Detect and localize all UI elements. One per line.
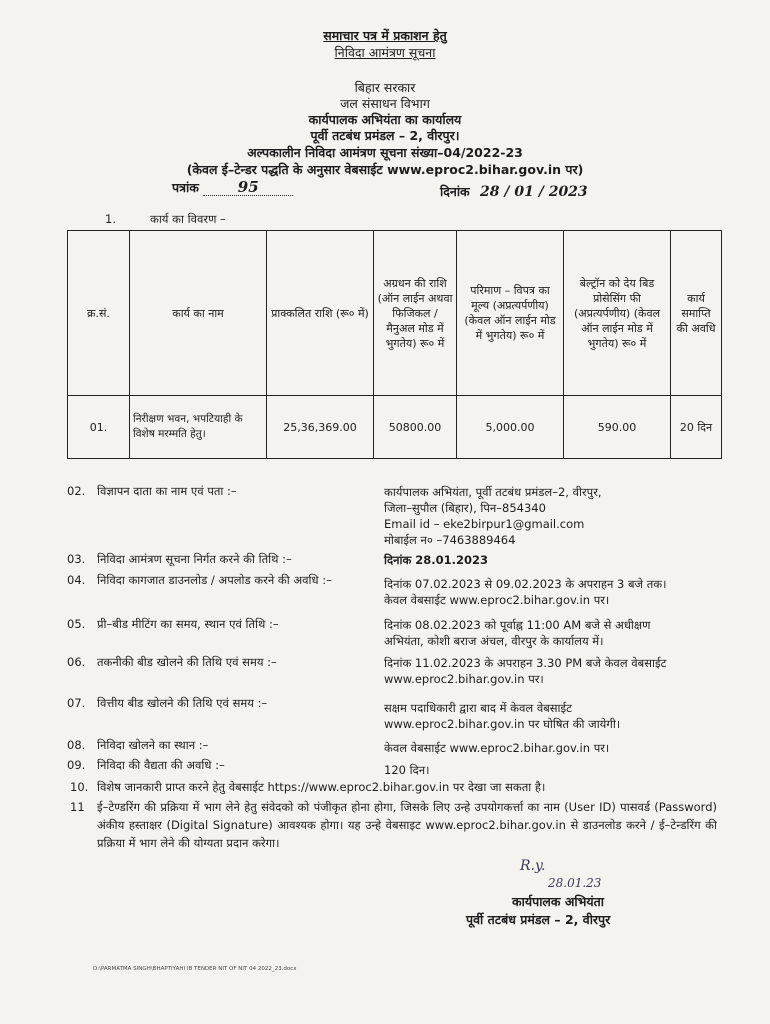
item-11-text: ई–टेण्डरिंग की प्रक्रिया में भाग लेने हेतु संवेदको को पंजीकृत होना होगा, जिसके लिए उन्हे उपयोगकर्त्ता का नाम (User ID) पासवर्ड (Password) अंकीय हस्ताक्षर (Digital Signature) आवश्यक होगा। यह उन्हे वेबसाइट www.eproc2.bihar.gov.in से डाउनलोड करने / ई–टेन्डरिंग की प्रक्रिया में भाग लेने की योग्यता प्रदान करेगा। xyxy=(97,800,717,850)
cell-estimate: 25,36,369.00 xyxy=(267,396,374,459)
value-line: अभियंता, कोशी बराज अंचल, वीरपुर के कार्यालय में। xyxy=(384,634,604,648)
issue-date-label: दिनांक xyxy=(440,184,470,199)
etender-mode-note: (केवल ई–टेन्डर पद्धति के अनुसार वेबसाईट www.eproc2.bihar.gov.in पर) xyxy=(186,162,584,177)
header-emd: अग्रधन की राशि (ऑन लाईन अथवा फिजिकल / मैनुअल मोड में भुगतेय) रू० में xyxy=(374,231,457,396)
section-label: कार्य का विवरण – xyxy=(150,212,226,226)
issue-date-value: 28 / 01 / 2023 xyxy=(480,184,588,200)
works-table xyxy=(67,230,722,459)
notice-number: अल्पकालीन निविदा आमंत्रण सूचना संख्या–04/2022-23 xyxy=(247,145,523,160)
table-row xyxy=(68,396,722,459)
patrank-label: पत्रांक xyxy=(172,180,199,195)
header-bov: परिमाण – विपत्र का मूल्य (अप्रत्यर्पणीय) (केवल ऑन लाईन मोड में भुगतेय) रू० में xyxy=(457,231,564,396)
item-10-text: विशेष जानकारी प्राप्त करने हेतु वेबसाईट https://www.eproc2.bihar.gov.in पर देखा जा सकता है। xyxy=(97,780,546,794)
signature-date: 28.01.23 xyxy=(548,876,602,890)
item-03-label: निविदा आमंत्रण सूचना निर्गत करने की तिथि :– xyxy=(97,552,292,566)
contact-mobile: मोबाईल न० –7463889464 xyxy=(384,533,516,547)
value-line: दिनांक 11.02.2023 के अपराहन 3.30 PM बजे केवल वेबसाईट xyxy=(384,656,667,670)
section-number: 1. xyxy=(105,212,116,226)
notice-heading: निविदा आमंत्रण सूचना xyxy=(334,45,436,60)
item-04-number: 04. xyxy=(67,573,86,587)
signatory-division: पूर्वी तटबंध प्रमंडल – 2, वीरपुर xyxy=(466,912,611,927)
item-06-label: तकनीकी बीड खोलने की तिथि एवं समय :– xyxy=(97,655,277,669)
item-06-number: 06. xyxy=(67,655,86,669)
department-name: जल संसाधन विभाग xyxy=(340,96,430,111)
cell-bov: 5,000.00 xyxy=(457,396,564,459)
header-sn: क्र.सं. xyxy=(68,231,130,396)
header-fee: बेल्ट्रॉन को देय बिड प्रोसेसिंग फी (अप्रत्यर्पणीय) (केवल ऑन लाईन मोड में भुगतेय) रू० में xyxy=(564,231,671,396)
patrank xyxy=(172,180,293,196)
contact-email: Email id – eke2birpur1@gmail.com xyxy=(384,517,585,531)
item-02-label: विज्ञापन दाता का नाम एवं पता :– xyxy=(97,484,237,498)
value-line: दिनांक 08.02.2023 को पूर्वाह्न 11:00 AM बजे से अधीक्षण xyxy=(384,618,651,632)
item-02-value xyxy=(384,484,724,548)
item-09-value xyxy=(384,762,724,778)
value-line: सक्षम पदाधिकारी द्वारा बाद में केवल वेबसाईट xyxy=(384,701,572,715)
value-line: केवल वेबसाईट www.eproc2.bihar.gov.in पर। xyxy=(384,593,610,607)
item-06-value xyxy=(384,655,724,687)
value-line: दिनांक 07.02.2023 से 09.02.2023 के अपराहन 3 बजे तक। xyxy=(384,577,667,591)
cell-emd: 50800.00 xyxy=(374,396,457,459)
item-04-label: निविदा कागजात डाउनलोड / अपलोड करने की अवधि :– xyxy=(97,573,332,587)
office-name: कार्यपालक अभियंता का कार्यालय xyxy=(308,112,462,127)
item-03-value xyxy=(384,552,724,568)
publication-heading: समाचार पत्र में प्रकाशन हेतु xyxy=(323,28,447,43)
item-09-number: 09. xyxy=(67,758,86,772)
item-05-value xyxy=(384,617,724,649)
value-line: दिनांक 28.01.2023 xyxy=(384,553,489,567)
government-name: बिहार सरकार xyxy=(354,80,416,95)
item-02-number: 02. xyxy=(67,484,86,498)
cell-work-name: निरीक्षण भवन, भपटियाही के विशेष मरम्मति हेतु। xyxy=(130,396,267,459)
value-line: जिला–सुपौल (बिहार), पिन–854340 xyxy=(384,501,546,515)
table-header-row xyxy=(68,231,722,396)
item-10-number: 10. xyxy=(70,780,89,794)
cell-period: 20 दिन xyxy=(671,396,722,459)
signatory-title: कार्यपालक अभियंता xyxy=(512,894,605,909)
item-03-number: 03. xyxy=(67,552,86,566)
item-04-value xyxy=(384,576,724,608)
issue-date xyxy=(440,184,588,200)
value-line: www.eproc2.bihar.gov.in पर। xyxy=(384,672,544,686)
header-period: कार्य समाप्ति की अवधि xyxy=(671,231,722,396)
item-07-value xyxy=(384,700,724,732)
item-05-label: प्री–बीड मीटिंग का समय, स्थान एवं तिथि :– xyxy=(97,617,279,631)
value-line: www.eproc2.bihar.gov.in पर घोषित की जायेगी। xyxy=(384,717,621,731)
item-07-label: वित्तीय बीड खोलने की तिथि एवं समय :– xyxy=(97,696,268,710)
division-name: पूर्वी तटबंध प्रमंडल – 2, वीरपुर। xyxy=(310,128,460,143)
item-08-label: निविदा खोलने का स्थान :– xyxy=(97,738,209,752)
item-08-number: 08. xyxy=(67,738,86,752)
item-05-number: 05. xyxy=(67,617,86,631)
item-09-label: निविदा की वैद्यता की अवधि :– xyxy=(97,758,225,772)
value-line: 120 दिन। xyxy=(384,763,430,777)
value-line: केवल वेबसाईट www.eproc2.bihar.gov.in पर। xyxy=(384,741,610,755)
patrank-value: 95 xyxy=(203,180,293,196)
signature-scribble: R.y. xyxy=(520,858,546,874)
item-11-number: 11 xyxy=(70,800,85,814)
header-estimate: प्राक्कलित राशि (रू० में) xyxy=(267,231,374,396)
item-08-value xyxy=(384,740,724,756)
item-07-number: 07. xyxy=(67,696,86,710)
cell-sn: 01. xyxy=(68,396,130,459)
cell-fee: 590.00 xyxy=(564,396,671,459)
header-work-name: कार्य का नाम xyxy=(130,231,267,396)
value-line: कार्यपालक अभियंता, पूर्वी तटबंध प्रमंडल–2, वीरपुर, xyxy=(384,485,602,499)
footer-file-path: D:\PARMATMA SINGH\BHAPTIYAHI IB TENDER NIT OF NIT 04 2022_23.docx xyxy=(93,966,297,972)
